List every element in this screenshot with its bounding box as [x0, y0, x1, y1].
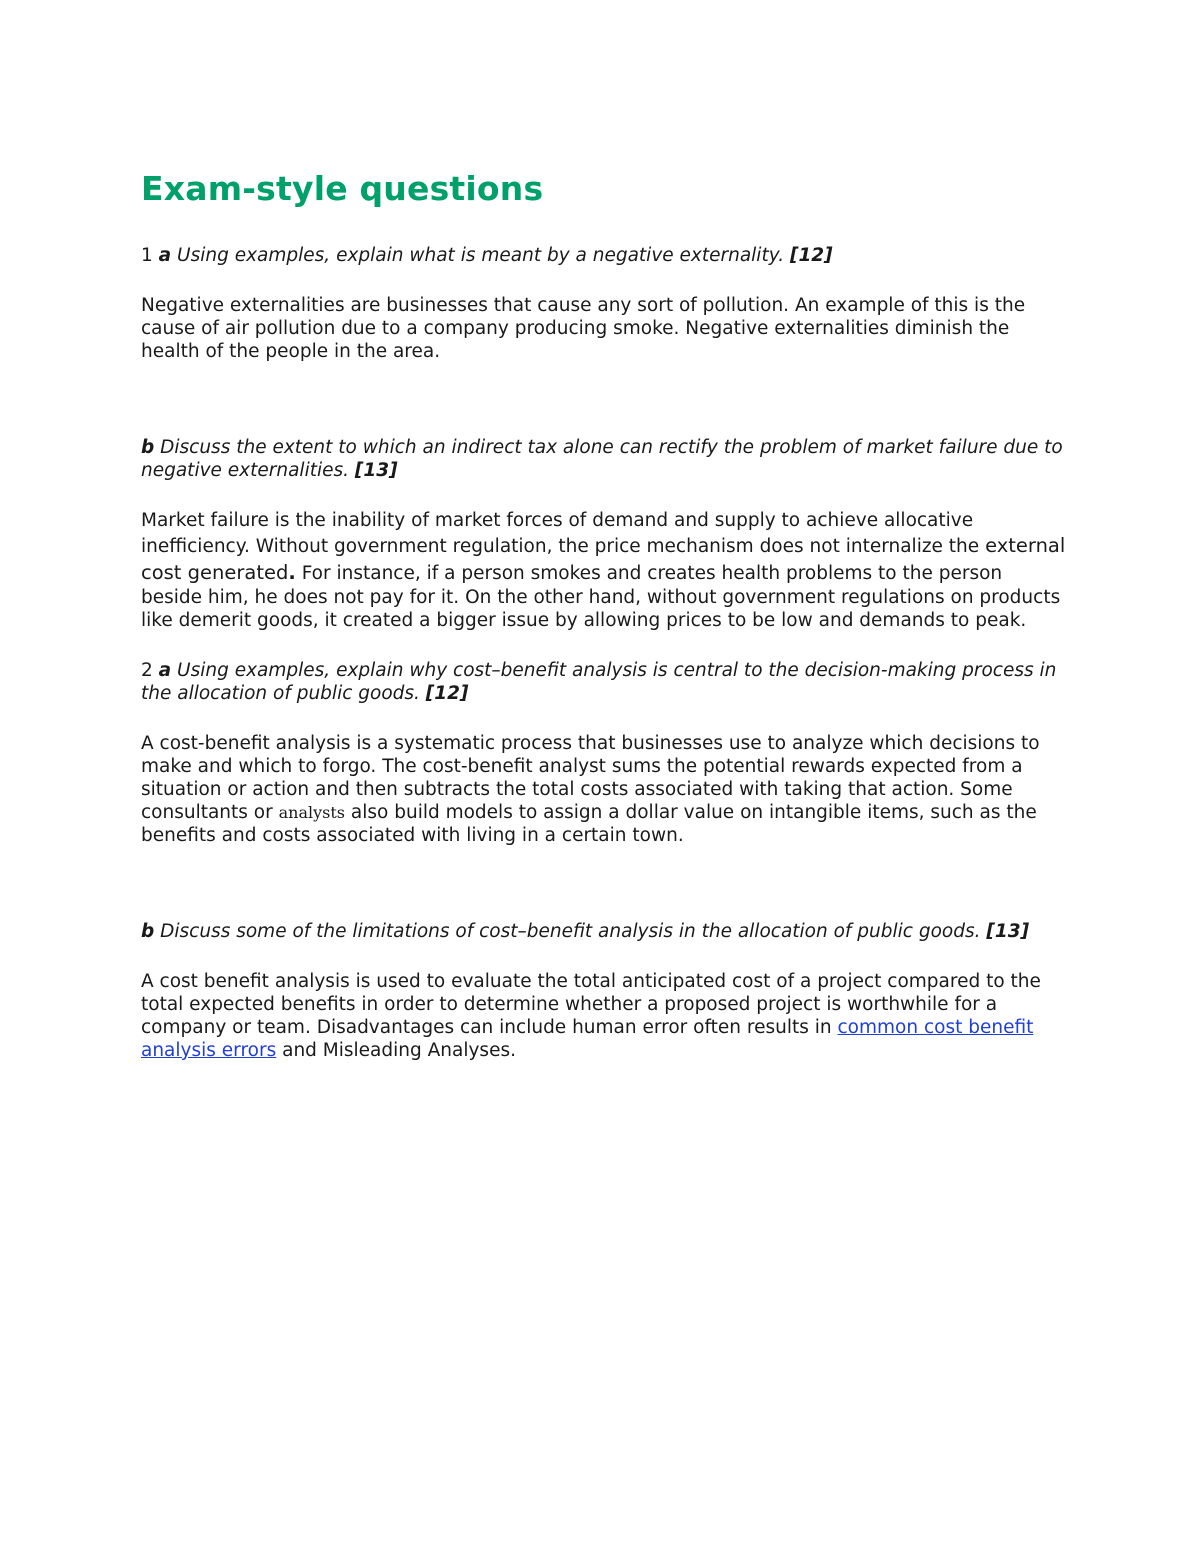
answer-text: A cost benefit analysis is used to evaluate the total anticipated cost of a project compared to the total expected benefits in order to determine whether a proposed project is worthwhile for a company or team. Disadvantages can include human error often results in — [141, 971, 1041, 1038]
question-1a — [141, 244, 1066, 267]
question-2b — [141, 920, 1066, 943]
question-text: Using examples, explain why cost–benefit analysis is central to the decision-making process in the allocation of public goods. — [141, 660, 1057, 704]
question-text: Using examples, explain what is meant by a negative externality. — [177, 245, 785, 266]
answer-text: also build models to assign a dollar value on intangible items, such as the benefits and costs associated with living in a certain town. — [141, 802, 1037, 846]
question-text: Discuss some of the limitations of cost–benefit analysis in the allocation of public goods. — [160, 921, 981, 942]
question-part: b — [141, 437, 155, 458]
answer-2b — [141, 970, 1066, 1062]
question-marks: [13] — [986, 921, 1030, 942]
answer-1a: Negative externalities are businesses that cause any sort of pollution. An example of this is the cause of air pollution due to a company producing smoke. Negative externalities diminish the health of the people in the area. — [141, 295, 1026, 362]
answer-text: A cost-benefit analysis is a systematic process that businesses use to analyze which decisions to make and which to forgo. The cost-benefit analyst sums the potential rewards expected from a situation or action and then subtracts the total costs associated with taking that action. Some consultants or — [141, 733, 1040, 823]
answer-text: and Misleading Analyses. — [282, 1040, 516, 1061]
question-marks: [12] — [789, 245, 833, 266]
question-2a — [141, 659, 1066, 705]
question-number: 1 — [141, 245, 153, 266]
answer-text-serif-word: analysts — [278, 803, 346, 822]
answer-2a — [141, 732, 1066, 847]
question-number: 2 — [141, 660, 153, 681]
answer-text: external cost generated — [141, 534, 1066, 584]
answer-1b: Market failure is the inability of market forces of demand and supply to achieve allocative inefficiency. Without government regulation, the price mechanism does not internalize the external cost generated. For instance, if a person smokes and creates health problems to the person beside him, he does not pay for it. On the other hand, without government regulations on products like demerit goods, it created a bigger issue by allowing prices to be low and demands to peak. — [141, 510, 1066, 631]
answer-text: For instance, if a person smokes and creates health problems to the person beside him, he does not pay for it. On the other hand, without government regulations on products like demerit goods, it created a bigger issue by allowing prices to be low and demands to peak. — [141, 563, 1061, 631]
question-text: Discuss the extent to which an indirect tax alone can rectify the problem of market failure due to negative externalities — [141, 437, 1063, 481]
question-1b: b Discuss the extent to which an indirect tax alone can rectify the problem of market failure due to negative externalities. [13] — [141, 437, 1063, 481]
page-title: Exam-style questions — [141, 169, 544, 208]
document-page — [141, 168, 1066, 1062]
question-part: a — [158, 245, 172, 266]
question-marks: [12] — [425, 683, 469, 704]
question-part: a — [158, 660, 172, 681]
question-part: b — [141, 921, 155, 942]
question-marks: [13] — [354, 460, 398, 481]
answer-text: Market failure is the inability of market forces of demand and supply to achieve allocative inefficiency. Without government regulation, the price mechanism does not internalize the — [141, 510, 980, 557]
common-errors-link[interactable]: common cost benefit analysis errors — [141, 1017, 1034, 1061]
